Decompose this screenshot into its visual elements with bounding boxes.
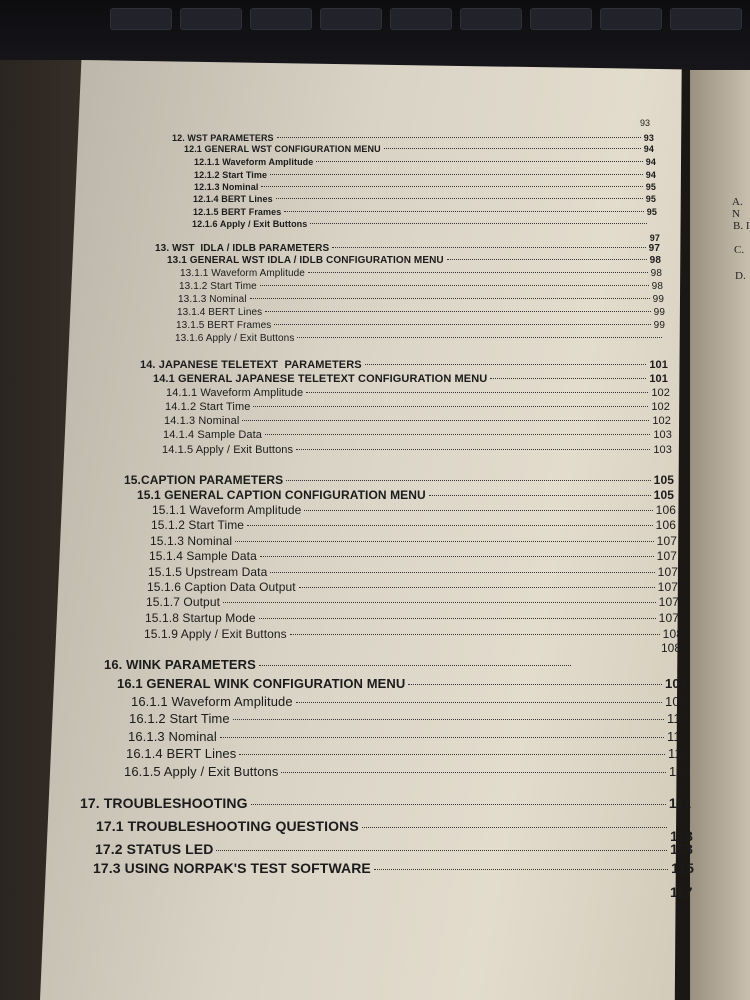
toc-item: [194, 182, 656, 192]
toc-item: [163, 429, 672, 441]
toc-heading: [104, 657, 574, 672]
toc-page-number: 94: [645, 170, 656, 180]
toc-page-number: 98: [649, 255, 661, 266]
toc-label: 12.1.1 Waveform Amplitude: [194, 157, 314, 167]
toc-page-number: 95: [646, 207, 657, 217]
toc-label: 13.1.1 Waveform Amplitude: [180, 268, 305, 279]
toc-item: [175, 333, 665, 344]
toc-label: 17. TROUBLESHOOTING: [80, 795, 248, 811]
toc-page-number: 106: [655, 503, 676, 517]
toc-item: [131, 694, 687, 709]
toc-item: [146, 595, 679, 609]
toc-label: 12.1.2 Start Time: [194, 170, 268, 180]
toc-item: [193, 194, 656, 204]
toc-label: 13.1.2 Start Time: [179, 281, 257, 292]
toc-page-number: 93: [640, 118, 651, 128]
toc-label: 17.2 STATUS LED: [95, 841, 214, 857]
toc-label: 15.1.4 Sample Data: [149, 549, 257, 563]
toc-page-number: 105: [653, 473, 674, 487]
toc-item: [176, 320, 665, 331]
toc-item: [193, 207, 657, 217]
toc-item: [180, 268, 662, 279]
toc-item: [148, 565, 678, 579]
toc-label: 14. JAPANESE TELETEXT PARAMETERS: [140, 359, 362, 371]
toc-item: [129, 711, 688, 726]
toc-item: [147, 580, 678, 594]
toc-label: 13.1.3 Nominal: [178, 294, 247, 305]
toc-label: 15.1 GENERAL CAPTION CONFIGURATION MENU: [137, 488, 426, 502]
toc-page-number: 99: [653, 320, 665, 331]
toc-label: 15.1.2 Start Time: [151, 518, 245, 532]
toc-subheading: [95, 841, 693, 857]
toc-label: 13.1.4 BERT Lines: [177, 307, 263, 318]
toc-page-number: 97: [649, 233, 660, 243]
toc-label: 16.1 GENERAL WINK CONFIGURATION MENU: [117, 676, 406, 691]
toc-page-number: 110: [666, 729, 688, 744]
toc-label: 12.1.4 BERT Lines: [193, 194, 273, 204]
toc-page-number: 98: [651, 281, 663, 292]
toc-page-number: 107: [656, 549, 677, 563]
toc-label: 14.1.3 Nominal: [164, 415, 240, 427]
toc-label: 13.1 GENERAL WST IDLA / IDLB CONFIGURATION MENU: [167, 255, 444, 266]
toc-item: [152, 503, 676, 517]
toc-page-number: 107: [656, 534, 677, 548]
toc-subheading: [184, 144, 654, 154]
toc-page-number: 99: [652, 294, 664, 305]
toc-page-number: 97: [648, 243, 660, 254]
toc-page-number: 94: [643, 144, 654, 154]
toc-page-number: 94: [645, 157, 656, 167]
toc-page-number: 108: [661, 641, 682, 655]
toc-page-number: 99: [653, 307, 665, 318]
toc-page-number: 101: [649, 359, 668, 371]
toc-page-number: 105: [653, 488, 674, 502]
toc-label: 16.1.1 Waveform Amplitude: [131, 694, 293, 709]
toc-label: 14.1 GENERAL JAPANESE TELETEXT CONFIGURATION MENU: [153, 373, 488, 385]
toc-page-number: 109: [665, 694, 687, 709]
toc-label: 15.1.8 Startup Mode: [145, 611, 256, 625]
toc-label: 16.1.2 Start Time: [129, 711, 230, 726]
toc-label: 13.1.5 BERT Frames: [176, 320, 272, 331]
toc-item: [179, 281, 663, 292]
toc-heading: [80, 795, 691, 811]
toc-page-number: 117: [670, 884, 693, 900]
toc-subheading: [93, 860, 694, 876]
toc-page-number: 95: [645, 194, 656, 204]
toc-item: [192, 219, 660, 243]
toc-item: [165, 401, 670, 413]
toc-label: 12.1.5 BERT Frames: [193, 207, 282, 217]
toc-item: [194, 157, 656, 167]
toc-item: [150, 534, 677, 548]
toc-label: 15.1.9 Apply / Exit Buttons: [144, 627, 287, 641]
toc-label: 12.1.6 Apply / Exit Buttons: [192, 219, 308, 229]
toc-label: 15.1.5 Upstream Data: [148, 565, 268, 579]
toc-item: [144, 627, 683, 641]
toc-label: 13. WST IDLA / IDLB PARAMETERS: [155, 243, 330, 254]
toc-page-number: 103: [653, 429, 672, 441]
facing-page-letter: D.: [735, 270, 746, 282]
toc-item: [149, 549, 677, 563]
toc-item: [166, 387, 670, 399]
toc-item: [194, 170, 656, 180]
toc-page-number: 108: [662, 627, 683, 641]
toc-label: 16.1.4 BERT Lines: [126, 746, 237, 761]
toc-page-number: 111: [668, 795, 691, 811]
toc-page-number: 110: [667, 746, 689, 761]
toc-item: [145, 611, 679, 625]
toc-page-number: 113: [670, 841, 693, 857]
toc-page-number: 107: [658, 611, 679, 625]
toc-label: 17.1 TROUBLESHOOTING QUESTIONS: [96, 818, 359, 834]
facing-page-letter: B. I: [733, 220, 750, 232]
toc-label: 16.1.5 Apply / Exit Buttons: [124, 764, 279, 779]
toc-subheading: [167, 255, 661, 266]
toc-page-number: 101: [649, 373, 668, 385]
toc-label: 16.1.3 Nominal: [128, 729, 217, 744]
toc-subheading: [153, 373, 668, 385]
toc-label: 16. WINK PARAMETERS: [104, 657, 256, 672]
toc-page-number: 107: [658, 595, 679, 609]
toc-page-number: 110: [666, 711, 688, 726]
toc-item: [178, 294, 664, 305]
toc-label: 15.CAPTION PARAMETERS: [124, 473, 284, 487]
toc-label: 17.3 USING NORPAK'S TEST SOFTWARE: [93, 860, 371, 876]
toc-label: 15.1.7 Output: [146, 595, 221, 609]
toc-page-number: 113: [670, 828, 693, 844]
toc-heading: [172, 133, 654, 143]
toc-label: 15.1.1 Waveform Amplitude: [152, 503, 302, 517]
toc-page-number: 110: [668, 764, 690, 779]
toc-subheading: [137, 488, 674, 502]
toc-label: 15.1.6 Caption Data Output: [147, 580, 296, 594]
toc-page-number: 103: [653, 444, 672, 456]
toc-item: [164, 415, 671, 427]
toc-item: [177, 307, 665, 318]
toc-item: [151, 518, 676, 532]
toc-page-number: 95: [645, 182, 656, 192]
toc-page-number: 107: [657, 580, 678, 594]
toc-heading: [155, 243, 660, 254]
toc-page-number: 102: [651, 387, 670, 399]
toc-label: 12. WST PARAMETERS: [172, 133, 274, 143]
toc-subheading: [96, 818, 693, 844]
toc-label: 14.1.1 Waveform Amplitude: [166, 387, 304, 399]
toc-item: [124, 764, 690, 779]
toc-label: 14.1.2 Start Time: [165, 401, 251, 413]
toc-label: 14.1.4 Sample Data: [163, 429, 263, 441]
toc-heading: [124, 473, 674, 487]
toc-page-number: 93: [643, 133, 654, 143]
toc-page-number: 102: [652, 415, 671, 427]
toc-subheading: [117, 676, 687, 691]
toc-label: 13.1.6 Apply / Exit Buttons: [175, 333, 295, 344]
toc-label: 15.1.3 Nominal: [150, 534, 233, 548]
toc-heading: [140, 359, 668, 371]
toc-label: 14.1.5 Apply / Exit Buttons: [162, 444, 294, 456]
toc-item: [126, 746, 689, 761]
toc-page-number: 109: [665, 676, 687, 691]
toc-label: 12.1 GENERAL WST CONFIGURATION MENU: [184, 144, 381, 154]
toc-item: [128, 729, 688, 744]
toc-page-number: 102: [651, 401, 670, 413]
toc-label: 12.1.3 Nominal: [194, 182, 259, 192]
toc-page-number: 115: [671, 860, 694, 876]
facing-page-letter: C.: [734, 244, 745, 256]
toc-page-number: 98: [650, 268, 662, 279]
toc-page-number: 106: [655, 518, 676, 532]
toc-page-number: 107: [657, 565, 678, 579]
facing-page-letter: A. N: [732, 196, 743, 220]
toc-item: [162, 444, 672, 456]
